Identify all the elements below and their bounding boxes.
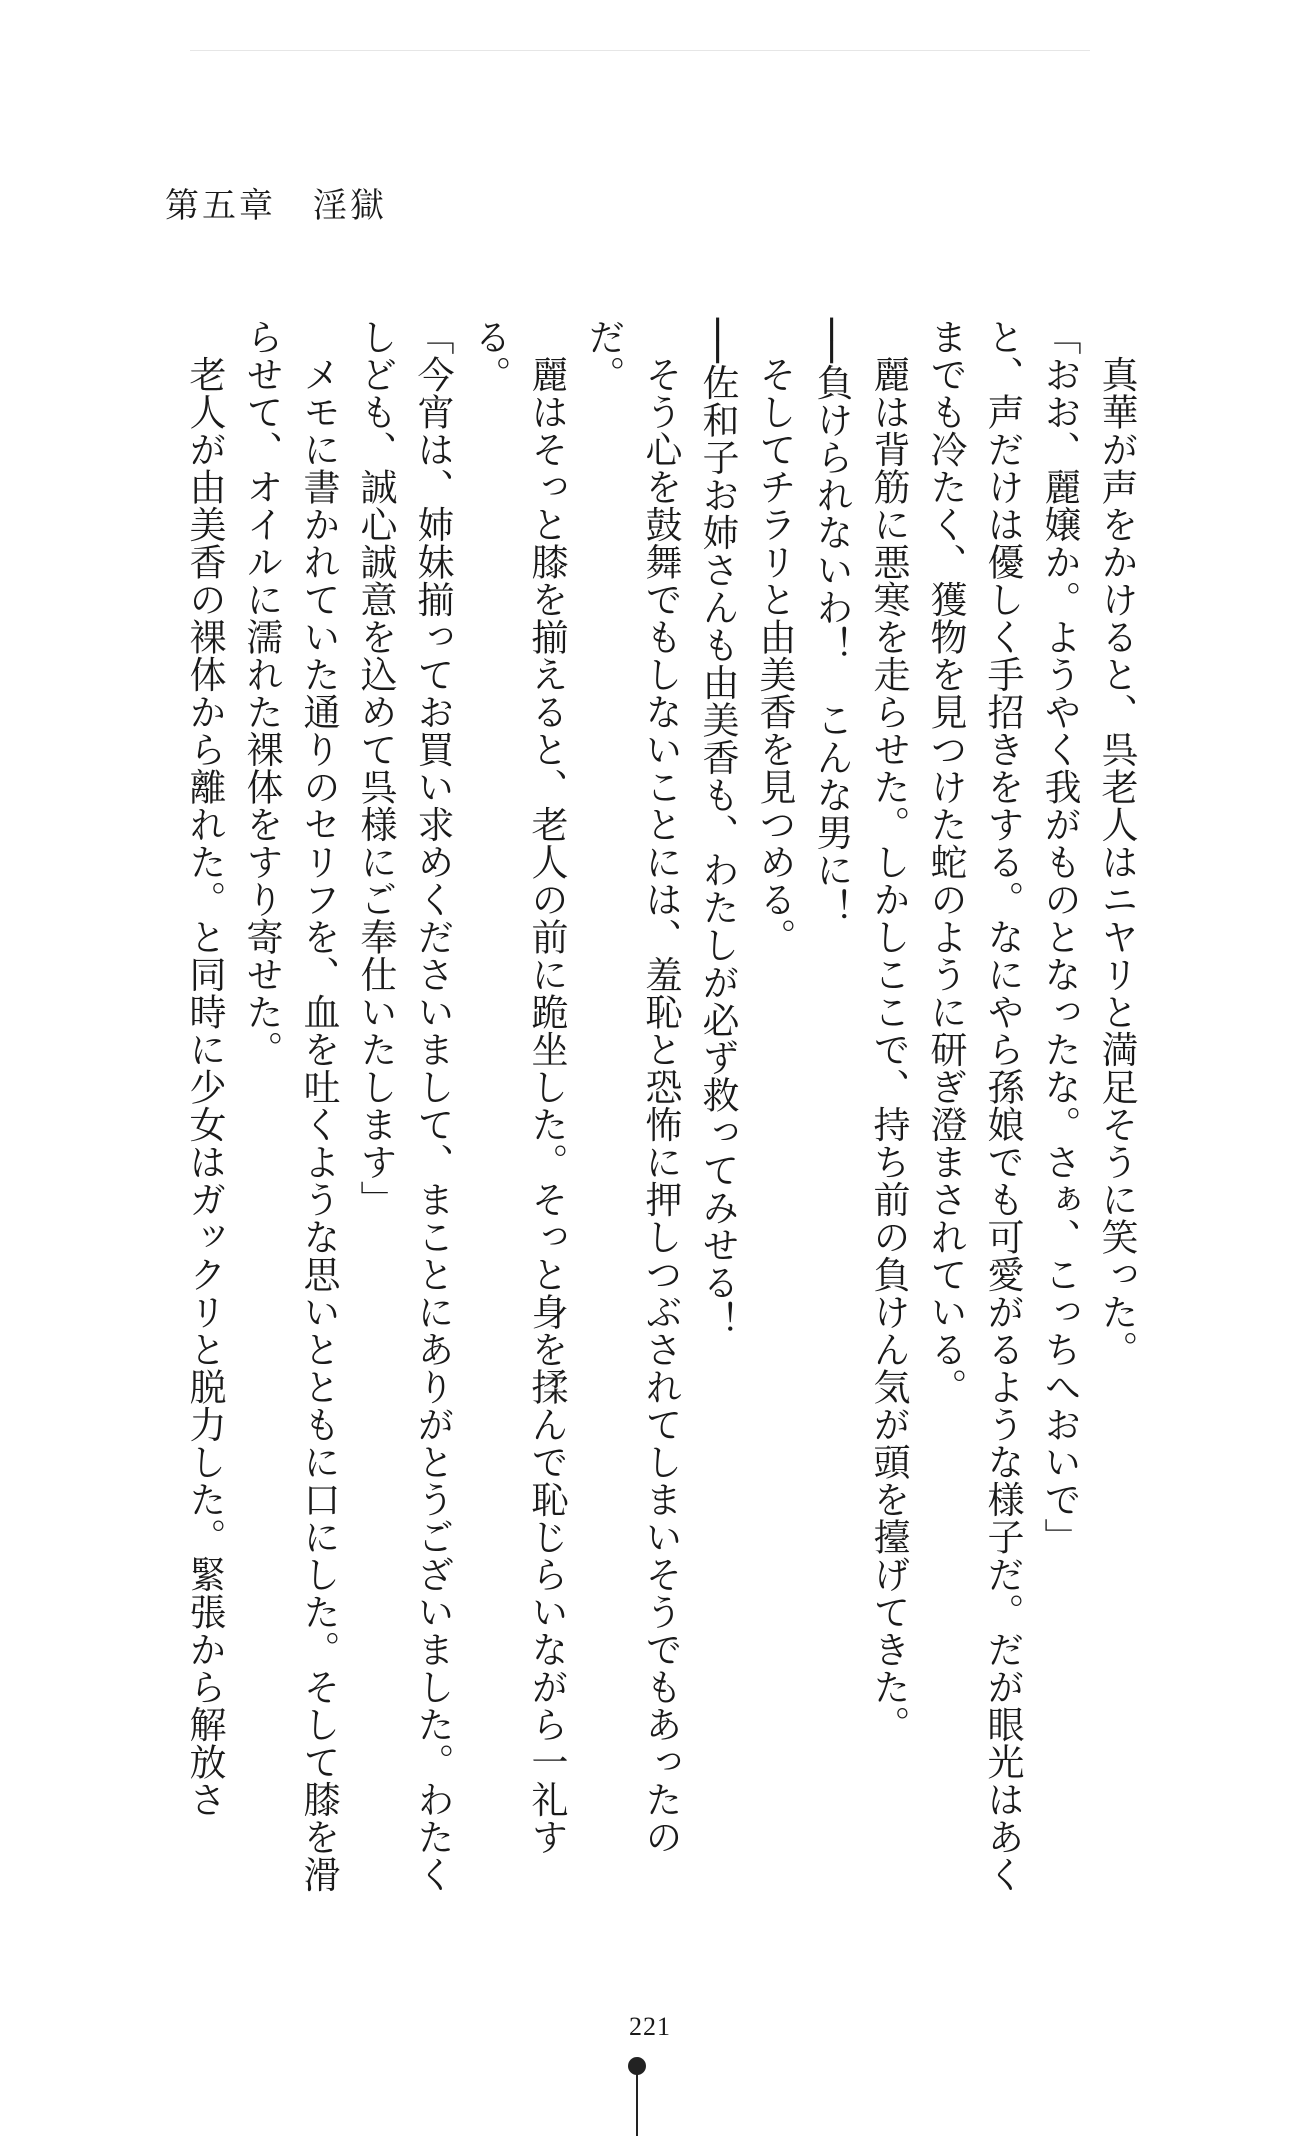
paragraph: 真華が声をかけると、呉老人はニヤリと満足そうに笑った。 <box>1095 318 1138 1368</box>
paragraph: 麗はそっと膝を揃えると、老人の前に跪坐した。そっと身を揉んで恥じらいながら一礼する。 <box>468 318 568 1856</box>
page-number: 221 <box>629 2012 671 2041</box>
paragraph: 老人が由美香の裸体から離れた。と同時に少女はガックリと脱力した。緊張から解放さ <box>183 318 226 1818</box>
paragraph: ──佐和子お姉さんも由美香も、わたしが必ず救ってみせる！ <box>696 318 739 1339</box>
body-text <box>176 318 1145 1898</box>
paragraph: ──負けられないわ！ こんな男に！ <box>810 318 853 927</box>
paragraph: 「おお、麗嬢か。ようやく我がものとなったな。さぁ、こっちへおいで」 <box>1038 318 1081 1556</box>
paragraph: と、声だけは優しく手招きをする。なにやら孫娘でも可愛がるような様子だ。だが眼光はあくまでも冷たく、獲物を見つけた蛇のように研ぎ澄まされている。 <box>924 318 1024 1893</box>
running-header: 第五章 淫獄 <box>165 186 387 226</box>
paragraph: そしてチラリと由美香を見つめる。 <box>753 318 796 956</box>
top-rule <box>190 50 1090 51</box>
paragraph: メモに書かれていた通りのセリフを、血を吐くような思いとともに口にした。そして膝を滑らせて、オイルに濡れた裸体をすり寄せた。 <box>240 318 340 1893</box>
paragraph: そう心を鼓舞でもしないことには、羞恥と恐怖に押しつぶされてしまいそうでもあったのだ。 <box>582 318 682 1856</box>
paragraph: 「今宵は、姉妹揃ってお買い求めくださいまして、まことにありがとうございました。わたくしども、誠心誠意を込めて呉様にご奉仕いたします」 <box>354 318 454 1893</box>
page-ornament-icon <box>626 2056 648 2136</box>
paragraph: 麗は背筋に悪寒を走らせた。しかしここで、持ち前の負けん気が頭を擡げてきた。 <box>867 318 910 1743</box>
